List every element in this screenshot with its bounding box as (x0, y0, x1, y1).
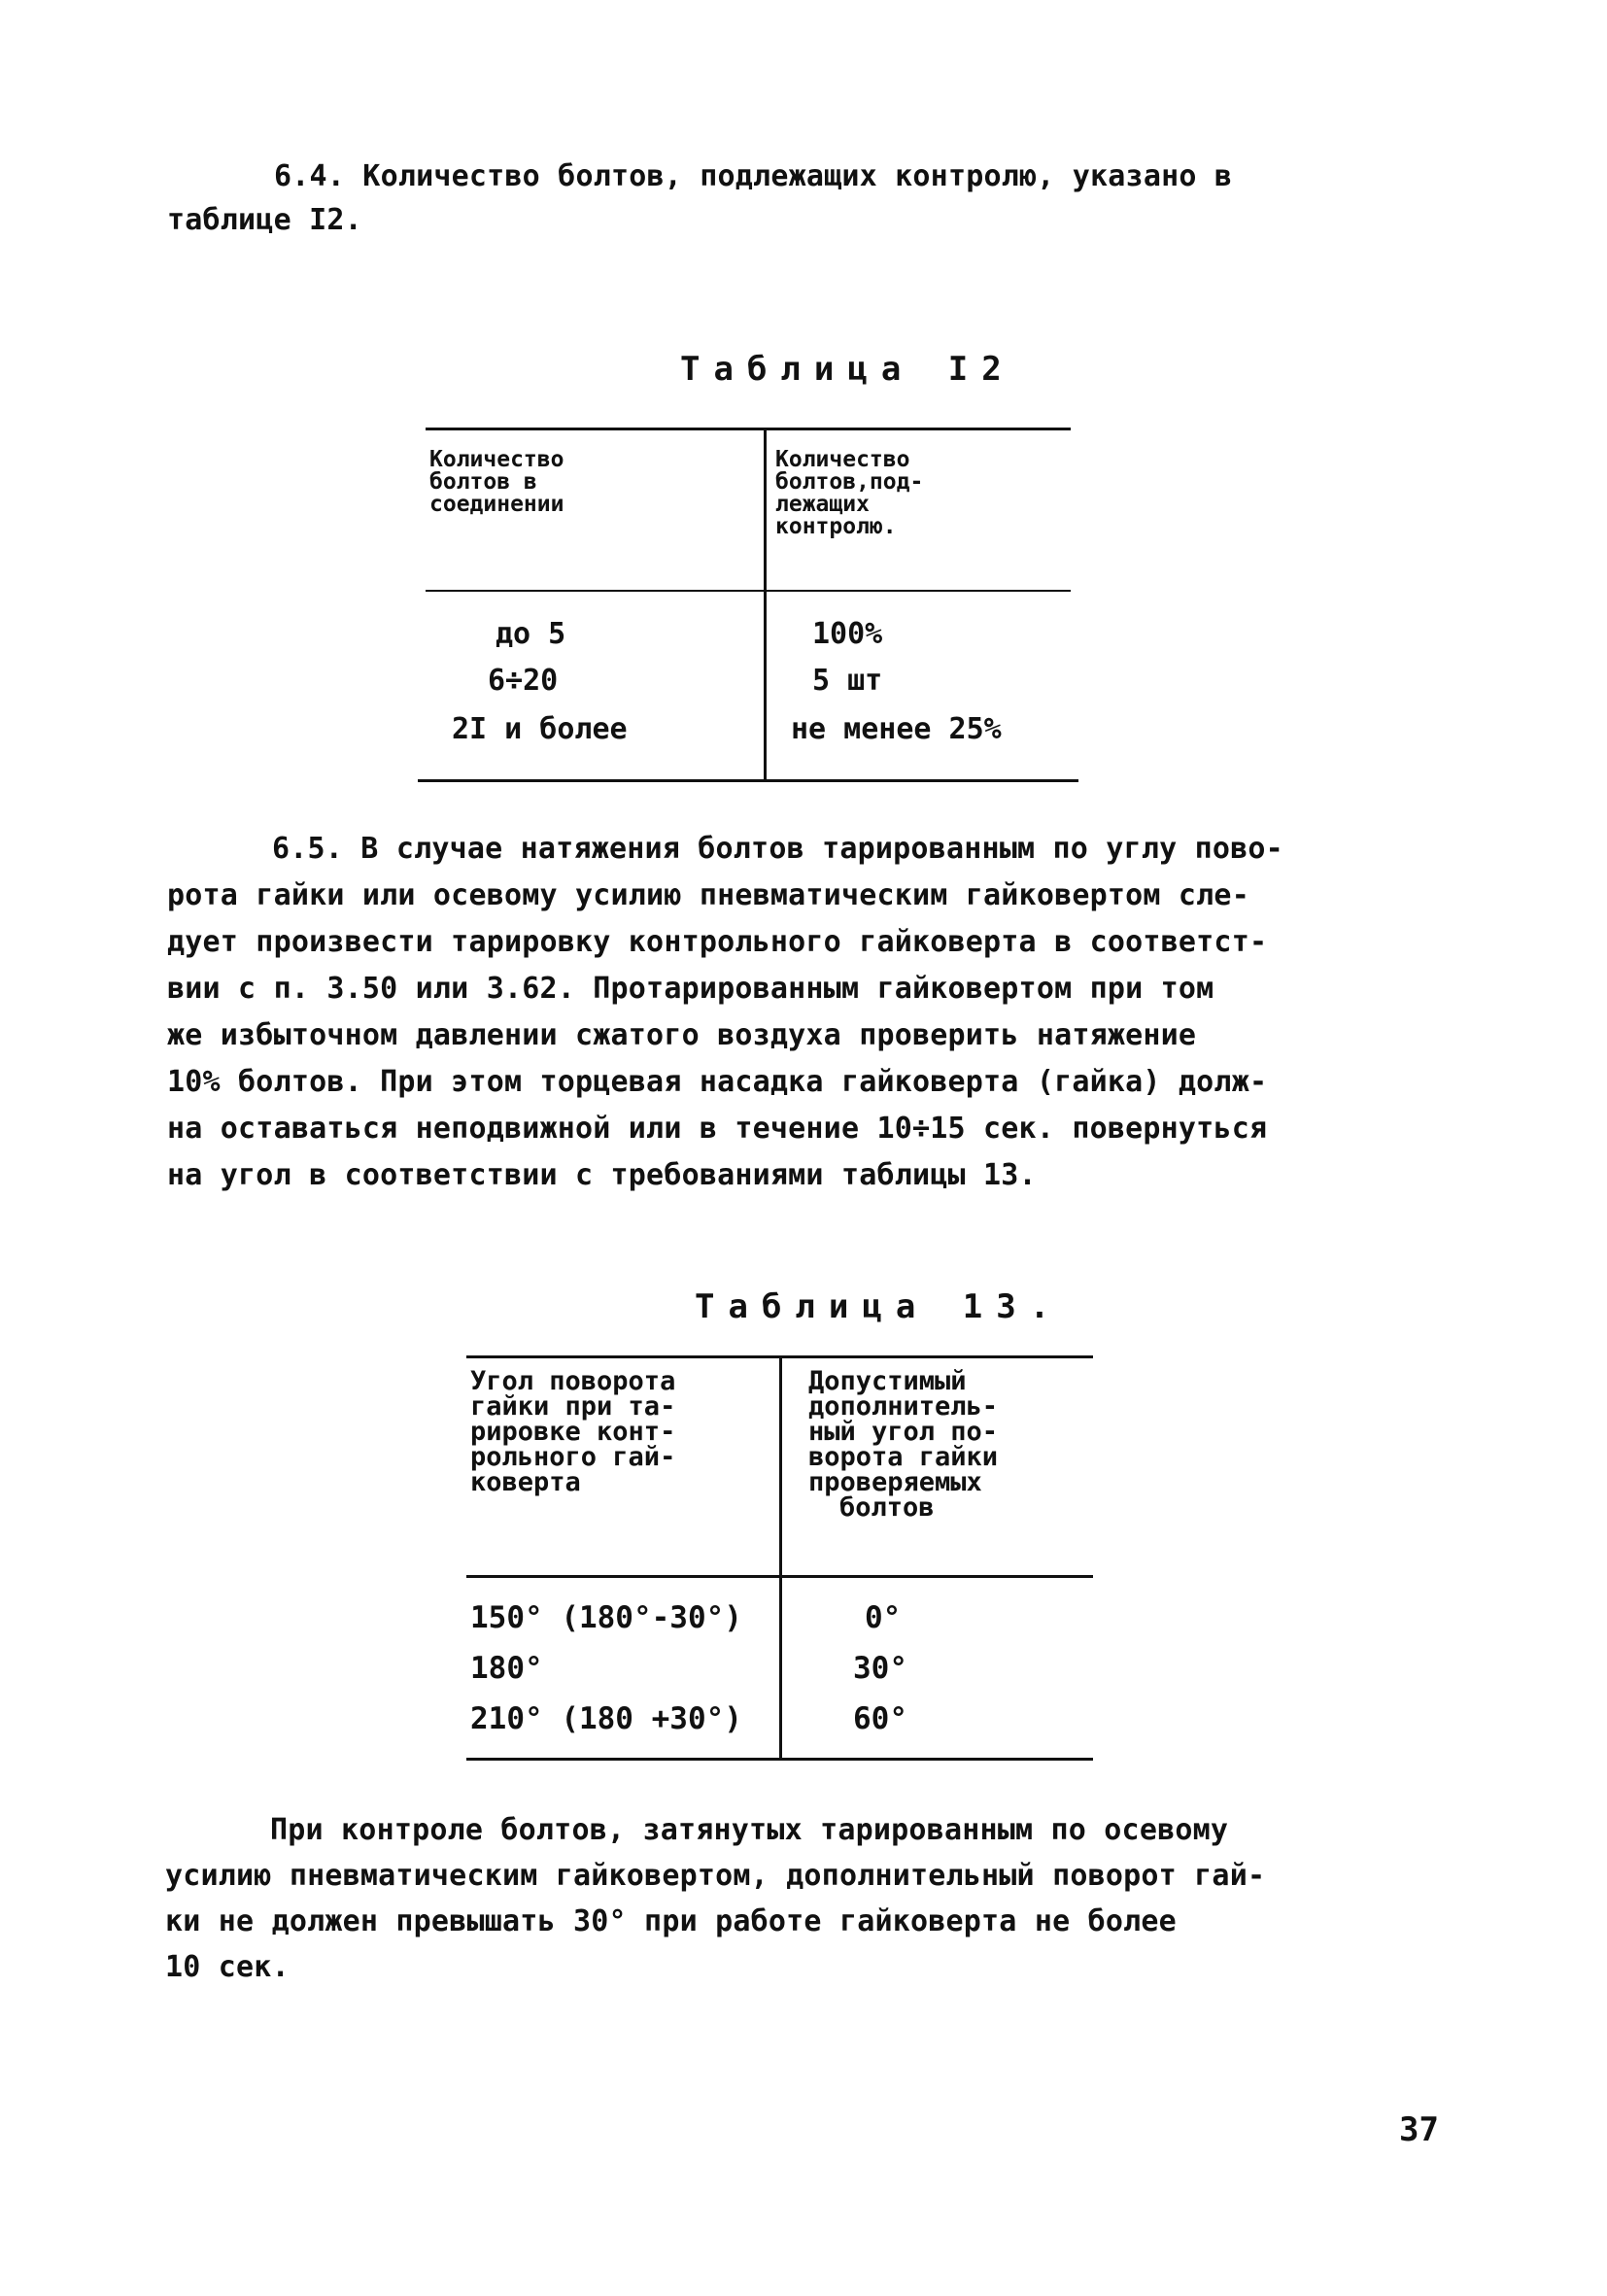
table-cell: 210° (180 +30°) (470, 1701, 742, 1736)
paragraph-line: дует произвести тарировку контрольного гайковерта в соответст- (167, 925, 1268, 959)
paragraph-6-5 (167, 826, 1283, 1199)
table-cell: 180° (470, 1651, 543, 1686)
table-12 (418, 428, 1078, 787)
table-column-divider (779, 1355, 782, 1760)
table-cell: не менее 25% (791, 712, 1002, 746)
paragraph-final (165, 1807, 1265, 1990)
paragraph-line: таблице I2. (167, 202, 362, 237)
table-header-cell: Количество болтов,под- лежащих контролю. (775, 447, 924, 539)
paragraph-line: 6.5. В случае натяжения болтов тарированным по углу пово- (272, 832, 1283, 866)
table-13-caption: Таблица 13. (695, 1287, 1064, 1326)
table-cell: 60° (853, 1701, 907, 1736)
paragraph-line: 10% болтов. При этом торцевая насадка гайковерта (гайка) долж- (167, 1065, 1268, 1099)
table-cell: 30° (853, 1651, 907, 1686)
table-cell: 100% (812, 617, 883, 651)
paragraph-line: 10 сек. (165, 1950, 290, 1984)
table-header-rule (426, 590, 1071, 592)
paragraph-line: на оставаться неподвижной или в течение 10÷15 сек. повернуться (167, 1112, 1268, 1146)
table-cell: 5 шт (812, 664, 883, 698)
paragraph-line: ки не должен превышать 30° при работе гайковерта не более (165, 1904, 1177, 1938)
paragraph-line: же избыточном давлении сжатого воздуха проверить натяжение (167, 1018, 1197, 1052)
table-header-cell: Угол поворота гайки при та- рировке конт- рольного гай- ковертa (470, 1366, 676, 1497)
table-12-caption: Таблица I2 (680, 350, 1015, 389)
paragraph-line: на угол в соответствии с требованиями таблицы 13. (167, 1158, 1037, 1192)
paragraph-line: вии с п. 3.50 или 3.62. Протарированным гайковертом при том (167, 972, 1214, 1006)
paragraph-line: рота гайки или осевому усилию пневматическим гайковертом сле- (167, 878, 1249, 912)
table-cell: 150° (180°-30°) (470, 1600, 742, 1635)
table-cell: 0° (865, 1600, 902, 1635)
paragraph-line: При контроле болтов, затянутых тарированным по осевому (270, 1813, 1229, 1847)
table-top-rule (426, 428, 1071, 430)
page-number: 37 (1399, 2110, 1439, 2149)
table-bottom-rule (418, 779, 1078, 782)
paragraph-line: 6.4. Количество болтов, подлежащих контролю, указано в (274, 159, 1233, 193)
paragraph-6-4 (167, 155, 1232, 242)
table-cell: 6÷20 (488, 664, 559, 698)
table-column-divider (764, 428, 767, 781)
table-header-cell: Количество болтов в соединении (429, 447, 564, 517)
table-13 (466, 1355, 1098, 1764)
table-cell: до 5 (496, 617, 566, 651)
table-header-cell: Допустимый дополнитель- ный угол по- ворота гайки проверяемых болтов (808, 1366, 999, 1523)
table-cell: 2I и более (452, 712, 628, 746)
paragraph-line: усилию пневматическим гайковертом, дополнительный поворот гай- (165, 1859, 1266, 1893)
